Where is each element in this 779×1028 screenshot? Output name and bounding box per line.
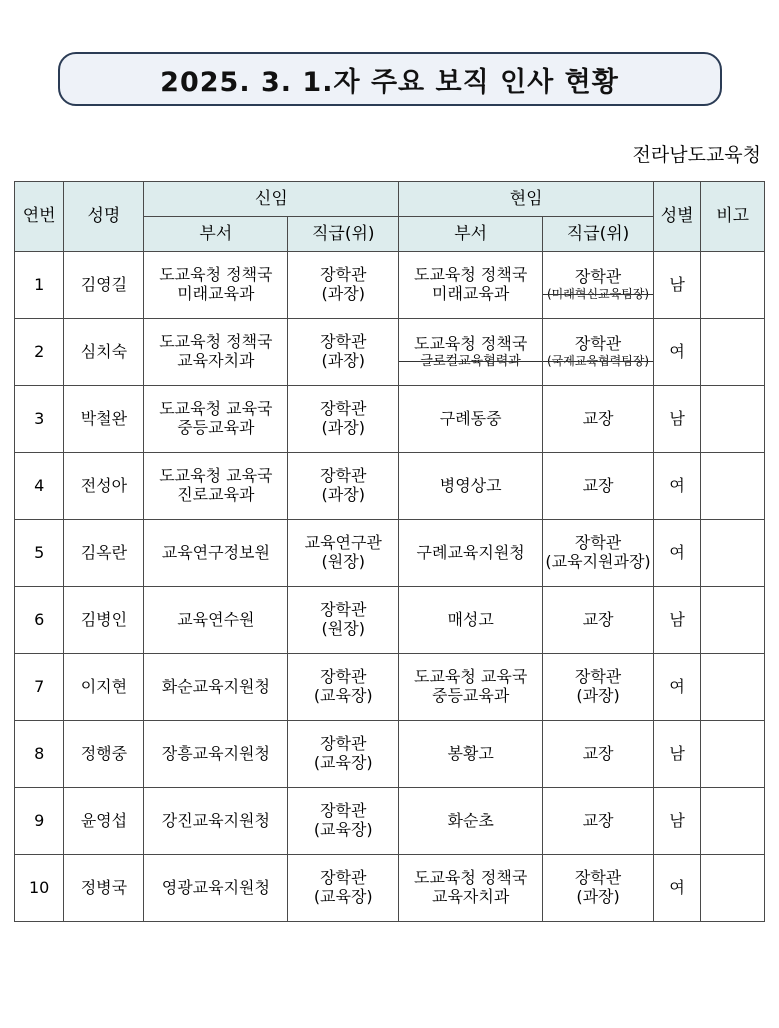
cell-new-rank: 교육연구관 (원장)	[288, 520, 399, 587]
cell-note	[701, 855, 765, 922]
cell-name: 김옥란	[64, 520, 144, 587]
table-row	[15, 587, 765, 654]
cell-gender: 남	[654, 587, 701, 654]
header-new-rank: 직급(위)	[288, 217, 399, 252]
title-banner	[58, 52, 722, 106]
cell-current-dept: 매성고	[399, 587, 543, 654]
cell-gender: 남	[654, 386, 701, 453]
cell-gender: 여	[654, 453, 701, 520]
cell-name: 김병인	[64, 587, 144, 654]
header-note: 비고	[701, 182, 765, 252]
table-row	[15, 788, 765, 855]
cell-name: 김영길	[64, 252, 144, 319]
table-row	[15, 386, 765, 453]
header-name: 성명	[64, 182, 144, 252]
cell-note	[701, 520, 765, 587]
table-header-row-1	[15, 182, 765, 217]
table-row	[15, 654, 765, 721]
cell-current-dept: 구례교육지원청	[399, 520, 543, 587]
table-row	[15, 252, 765, 319]
cell-new-rank: 장학관 (교육장)	[288, 855, 399, 922]
cell-no: 1	[15, 252, 64, 319]
cell-new-rank: 장학관 (과장)	[288, 386, 399, 453]
cell-current-rank: 장학관 (과장)	[543, 855, 654, 922]
cell-current-dept: 도교육청 정책국 미래교육과	[399, 252, 543, 319]
cell-new-dept: 강진교육지원청	[144, 788, 288, 855]
header-new-dept: 부서	[144, 217, 288, 252]
cell-new-rank: 장학관 (과장)	[288, 252, 399, 319]
page-title: 2025. 3. 1.자 주요 보직 인사 현황	[160, 66, 619, 98]
cell-name: 이지현	[64, 654, 144, 721]
cell-gender: 여	[654, 654, 701, 721]
cell-name: 심치숙	[64, 319, 144, 386]
cell-current-rank: 장학관 (미래혁신교육팀장)	[543, 252, 654, 319]
table-row	[15, 319, 765, 386]
cell-name: 정행중	[64, 721, 144, 788]
cell-current-dept: 도교육청 정책국 글로컬교육협력과	[399, 319, 543, 386]
cell-name: 정병국	[64, 855, 144, 922]
cell-gender: 여	[654, 855, 701, 922]
cell-current-dept: 도교육청 교육국 중등교육과	[399, 654, 543, 721]
cell-current-rank: 장학관 (과장)	[543, 654, 654, 721]
cell-new-rank: 장학관 (교육장)	[288, 788, 399, 855]
cell-no: 3	[15, 386, 64, 453]
cell-new-rank: 장학관 (원장)	[288, 587, 399, 654]
cell-note	[701, 654, 765, 721]
cell-new-dept: 도교육청 교육국 중등교육과	[144, 386, 288, 453]
cell-no: 7	[15, 654, 64, 721]
header-no: 연번	[15, 182, 64, 252]
cell-new-dept: 영광교육지원청	[144, 855, 288, 922]
header-current-group: 현임	[399, 182, 654, 217]
cell-note	[701, 386, 765, 453]
cell-current-rank: 교장	[543, 721, 654, 788]
cell-current-rank: 교장	[543, 788, 654, 855]
header-current-rank: 직급(위)	[543, 217, 654, 252]
header-current-dept: 부서	[399, 217, 543, 252]
cell-current-rank: 교장	[543, 587, 654, 654]
title-banner-wrap	[14, 52, 765, 106]
cell-note	[701, 453, 765, 520]
cell-current-rank: 장학관 (국제교육협력팀장)	[543, 319, 654, 386]
header-gender: 성별	[654, 182, 701, 252]
cell-no: 4	[15, 453, 64, 520]
cell-no: 6	[15, 587, 64, 654]
cell-gender: 여	[654, 520, 701, 587]
cell-new-dept: 도교육청 정책국 교육자치과	[144, 319, 288, 386]
cell-new-rank: 장학관 (교육장)	[288, 721, 399, 788]
cell-gender: 남	[654, 252, 701, 319]
cell-new-rank: 장학관 (교육장)	[288, 654, 399, 721]
organization-name: 전라남도교육청	[632, 144, 761, 166]
cell-no: 2	[15, 319, 64, 386]
cell-current-rank: 교장	[543, 453, 654, 520]
cell-new-dept: 교육연구정보원	[144, 520, 288, 587]
document-page	[0, 52, 779, 1028]
cell-no: 10	[15, 855, 64, 922]
header-new-group: 신임	[144, 182, 399, 217]
personnel-table-wrap	[14, 181, 765, 922]
cell-note	[701, 721, 765, 788]
cell-gender: 남	[654, 788, 701, 855]
cell-gender: 남	[654, 721, 701, 788]
cell-name: 전성아	[64, 453, 144, 520]
cell-current-dept: 봉황고	[399, 721, 543, 788]
cell-no: 9	[15, 788, 64, 855]
cell-new-dept: 장흥교육지원청	[144, 721, 288, 788]
cell-current-dept: 구례동중	[399, 386, 543, 453]
cell-current-rank: 교장	[543, 386, 654, 453]
cell-new-dept: 도교육청 교육국 진로교육과	[144, 453, 288, 520]
cell-no: 8	[15, 721, 64, 788]
table-body	[15, 252, 765, 922]
cell-current-dept: 도교육청 정책국 교육자치과	[399, 855, 543, 922]
cell-note	[701, 319, 765, 386]
table-row	[15, 520, 765, 587]
cell-current-dept: 병영상고	[399, 453, 543, 520]
table-row	[15, 453, 765, 520]
table-header	[15, 182, 765, 252]
cell-note	[701, 587, 765, 654]
cell-new-rank: 장학관 (과장)	[288, 319, 399, 386]
personnel-table	[14, 181, 765, 922]
table-row	[15, 855, 765, 922]
cell-name: 박철완	[64, 386, 144, 453]
cell-new-rank: 장학관 (과장)	[288, 453, 399, 520]
cell-note	[701, 788, 765, 855]
cell-new-dept: 화순교육지원청	[144, 654, 288, 721]
cell-gender: 여	[654, 319, 701, 386]
cell-name: 윤영섭	[64, 788, 144, 855]
cell-current-dept: 화순초	[399, 788, 543, 855]
table-row	[15, 721, 765, 788]
cell-no: 5	[15, 520, 64, 587]
cell-current-rank: 장학관 (교육지원과장)	[543, 520, 654, 587]
cell-new-dept: 교육연수원	[144, 587, 288, 654]
cell-note	[701, 252, 765, 319]
cell-new-dept: 도교육청 정책국 미래교육과	[144, 252, 288, 319]
